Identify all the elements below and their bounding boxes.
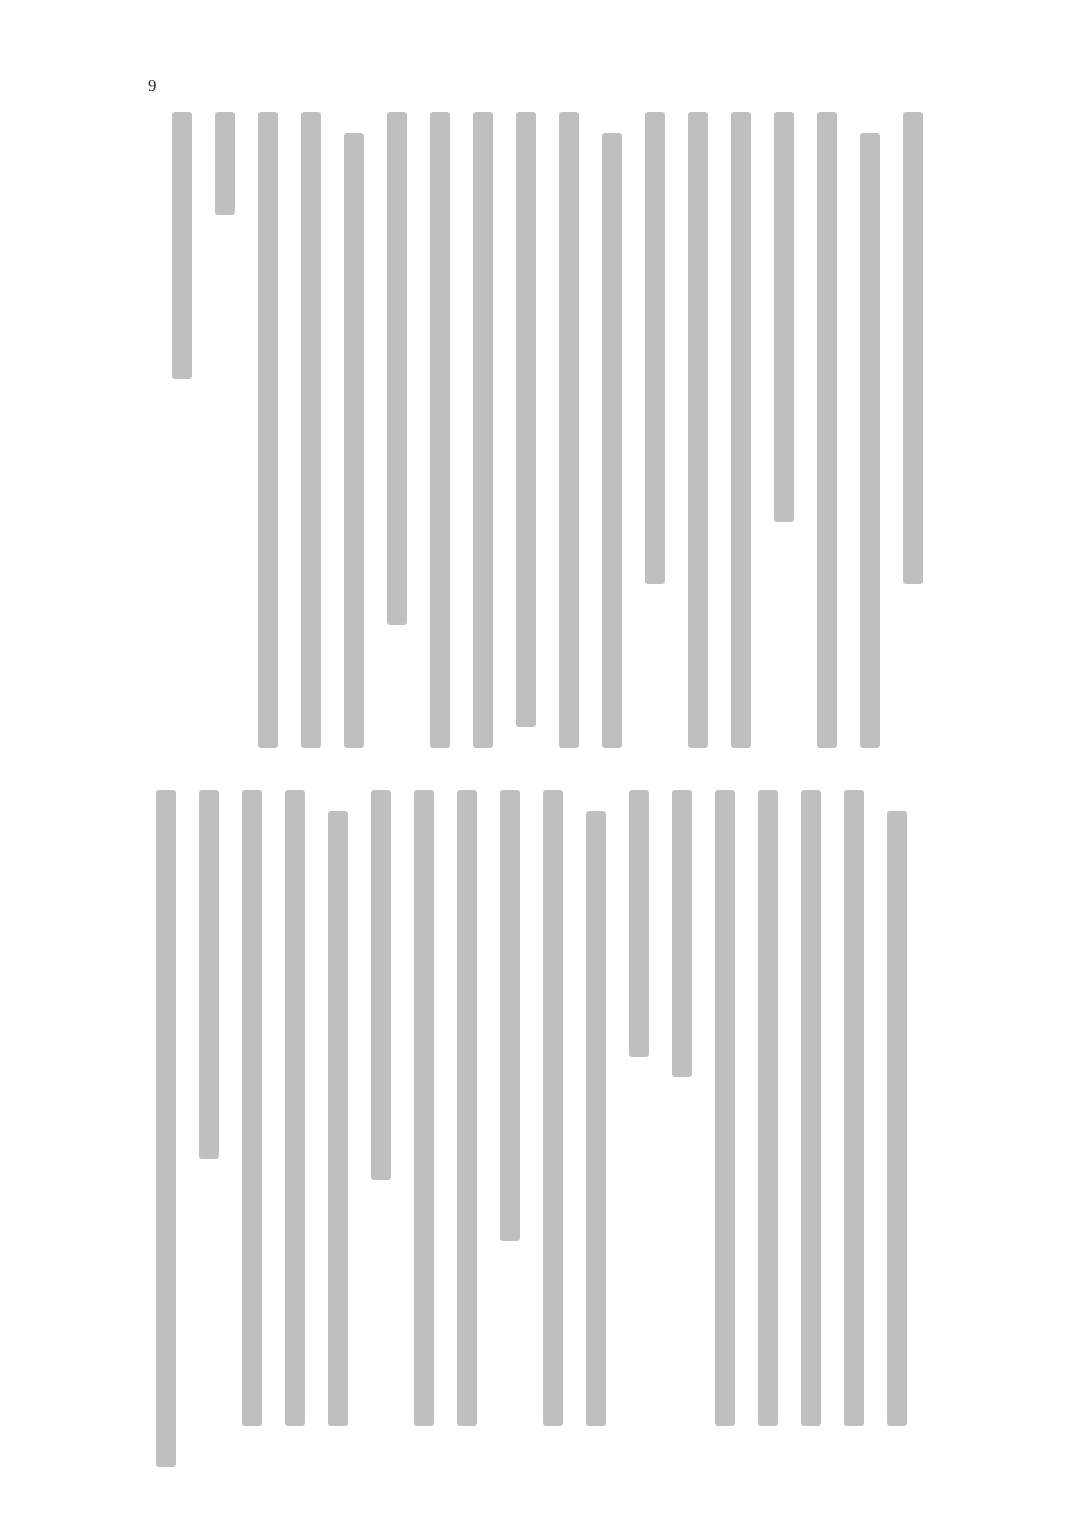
text-line [688,112,708,748]
redacted-text-run [457,790,477,1426]
text-line [156,790,176,1467]
redacted-text-run [887,811,907,1426]
redacted-text-run [344,133,364,748]
redacted-text-run [387,112,407,625]
redacted-text-run [672,790,692,1077]
text-line [672,790,692,1077]
text-line [430,112,450,748]
redacted-text-run [688,112,708,748]
text-line [371,790,391,1180]
page-number: 9 [148,76,157,95]
redacted-text-run [602,133,622,748]
text-line [758,790,778,1426]
text-line [199,790,219,1159]
text-line [242,790,262,1426]
text-line [887,790,907,1426]
top-text-block [172,112,923,748]
redacted-text-run [903,112,923,584]
redacted-text-run [758,790,778,1426]
redacted-text-run [328,811,348,1426]
text-line [500,790,520,1241]
text-line [715,790,735,1426]
redacted-text-run [543,790,563,1426]
redacted-text-run [285,790,305,1426]
text-line [457,790,477,1426]
text-line [602,112,622,748]
redacted-text-run [817,112,837,748]
redacted-text-run [371,790,391,1180]
redacted-text-run [301,112,321,748]
redacted-text-run [516,112,536,727]
redacted-text-run [172,112,192,379]
text-line [473,112,493,748]
redacted-text-run [586,811,606,1426]
text-line [285,790,305,1426]
redacted-text-run [559,112,579,748]
text-line [414,790,434,1426]
text-line [801,790,821,1426]
text-line [731,112,751,748]
text-line [344,112,364,748]
text-line [817,112,837,748]
redacted-text-run [258,112,278,748]
text-line [586,790,606,1426]
redacted-text-run [430,112,450,748]
redacted-text-run [629,790,649,1057]
redacted-text-run [414,790,434,1426]
redacted-text-run [199,790,219,1159]
redacted-text-run [860,133,880,748]
text-line [860,112,880,748]
redacted-text-run [215,112,235,215]
redacted-text-run [774,112,794,522]
text-line [543,790,563,1426]
redacted-text-run [801,790,821,1426]
text-line [774,112,794,522]
redacted-text-run [242,790,262,1426]
text-line [387,112,407,625]
text-line [215,112,235,215]
text-line [172,112,192,379]
text-line [844,790,864,1426]
redacted-text-run [844,790,864,1426]
text-line [559,112,579,748]
text-line [328,790,348,1426]
text-line [903,112,923,584]
redacted-text-run [473,112,493,748]
text-line [629,790,649,1057]
text-line [258,112,278,748]
redacted-text-run [645,112,665,584]
redacted-text-run [731,112,751,748]
text-line [645,112,665,584]
redacted-text-run [156,790,176,1467]
redacted-text-run [715,790,735,1426]
redacted-text-run [500,790,520,1241]
bottom-text-block [156,790,907,1467]
text-line [301,112,321,748]
text-line [516,112,536,727]
